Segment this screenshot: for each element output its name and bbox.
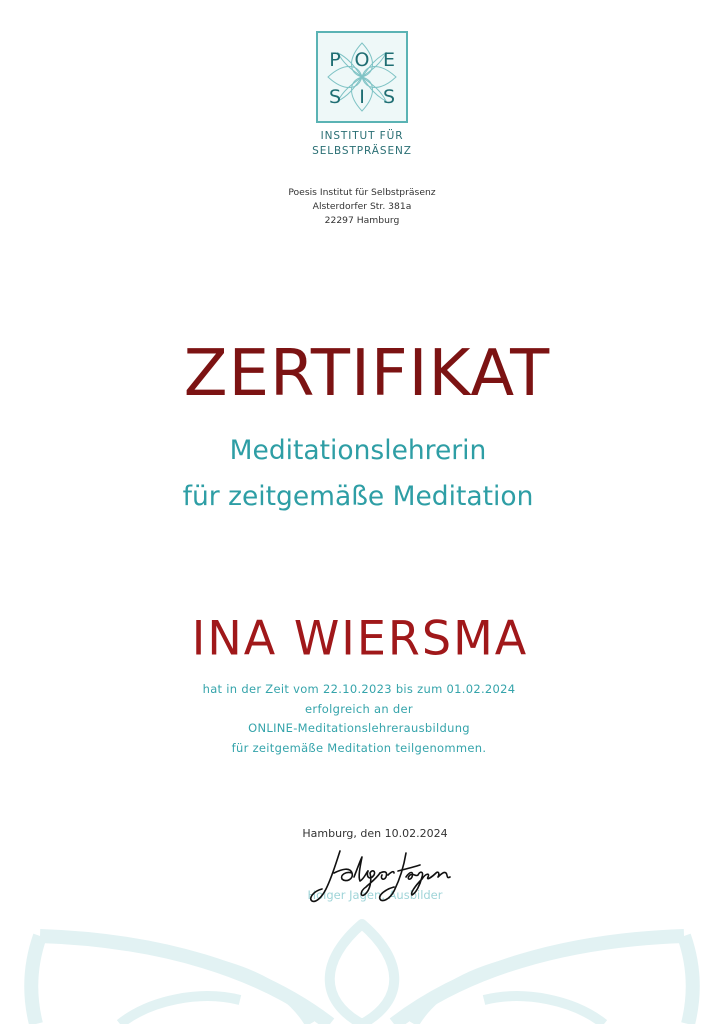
logo-subtitle-line: INSTITUT FÜR [320,130,404,142]
logo-subtitle-line: SELBSTPRÄSENZ [312,145,412,157]
certificate-subtitle [0,428,716,520]
body-line: ONLINE-Meditationslehrerausbildung [248,721,470,735]
logo-letter: E [382,49,395,71]
logo-subtitle [300,129,424,159]
subtitle-line: Meditationslehrerin [229,435,487,466]
address-line: 22297 Hamburg [324,215,400,226]
place-and-date: Hamburg, den 10.02.2024 [302,827,448,840]
signer-caption: Holger Jagen, Ausbilder [307,888,443,902]
institute-address [0,186,724,228]
certificate-body [0,680,718,758]
certificate-title: ZERTIFIKAT [183,337,551,411]
logo-lettering [318,33,406,121]
body-line: für zeitgemäße Meditation teilgenommen. [231,740,487,755]
address-line: Alsterdorfer Str. 381a [312,201,412,212]
signature-icon [306,843,456,907]
address-line: Poesis Institut für Selbstpräsenz [288,187,436,198]
recipient-name: INA WIERSMA [191,610,529,666]
logo-letter: S [328,86,342,108]
lotus-watermark-icon [0,900,724,1024]
logo-letter: S [382,86,396,108]
body-line: hat in der Zeit vom 22.10.2023 bis zum 01.02.2024 [202,682,516,696]
subtitle-line: für zeitgemäße Meditation [182,481,534,512]
logo-letter: O [354,49,370,71]
poesis-logo-icon [316,31,408,123]
logo-letter: I [359,86,365,108]
logo-letter: P [329,49,341,71]
body-line: erfolgreich an der [305,701,413,716]
